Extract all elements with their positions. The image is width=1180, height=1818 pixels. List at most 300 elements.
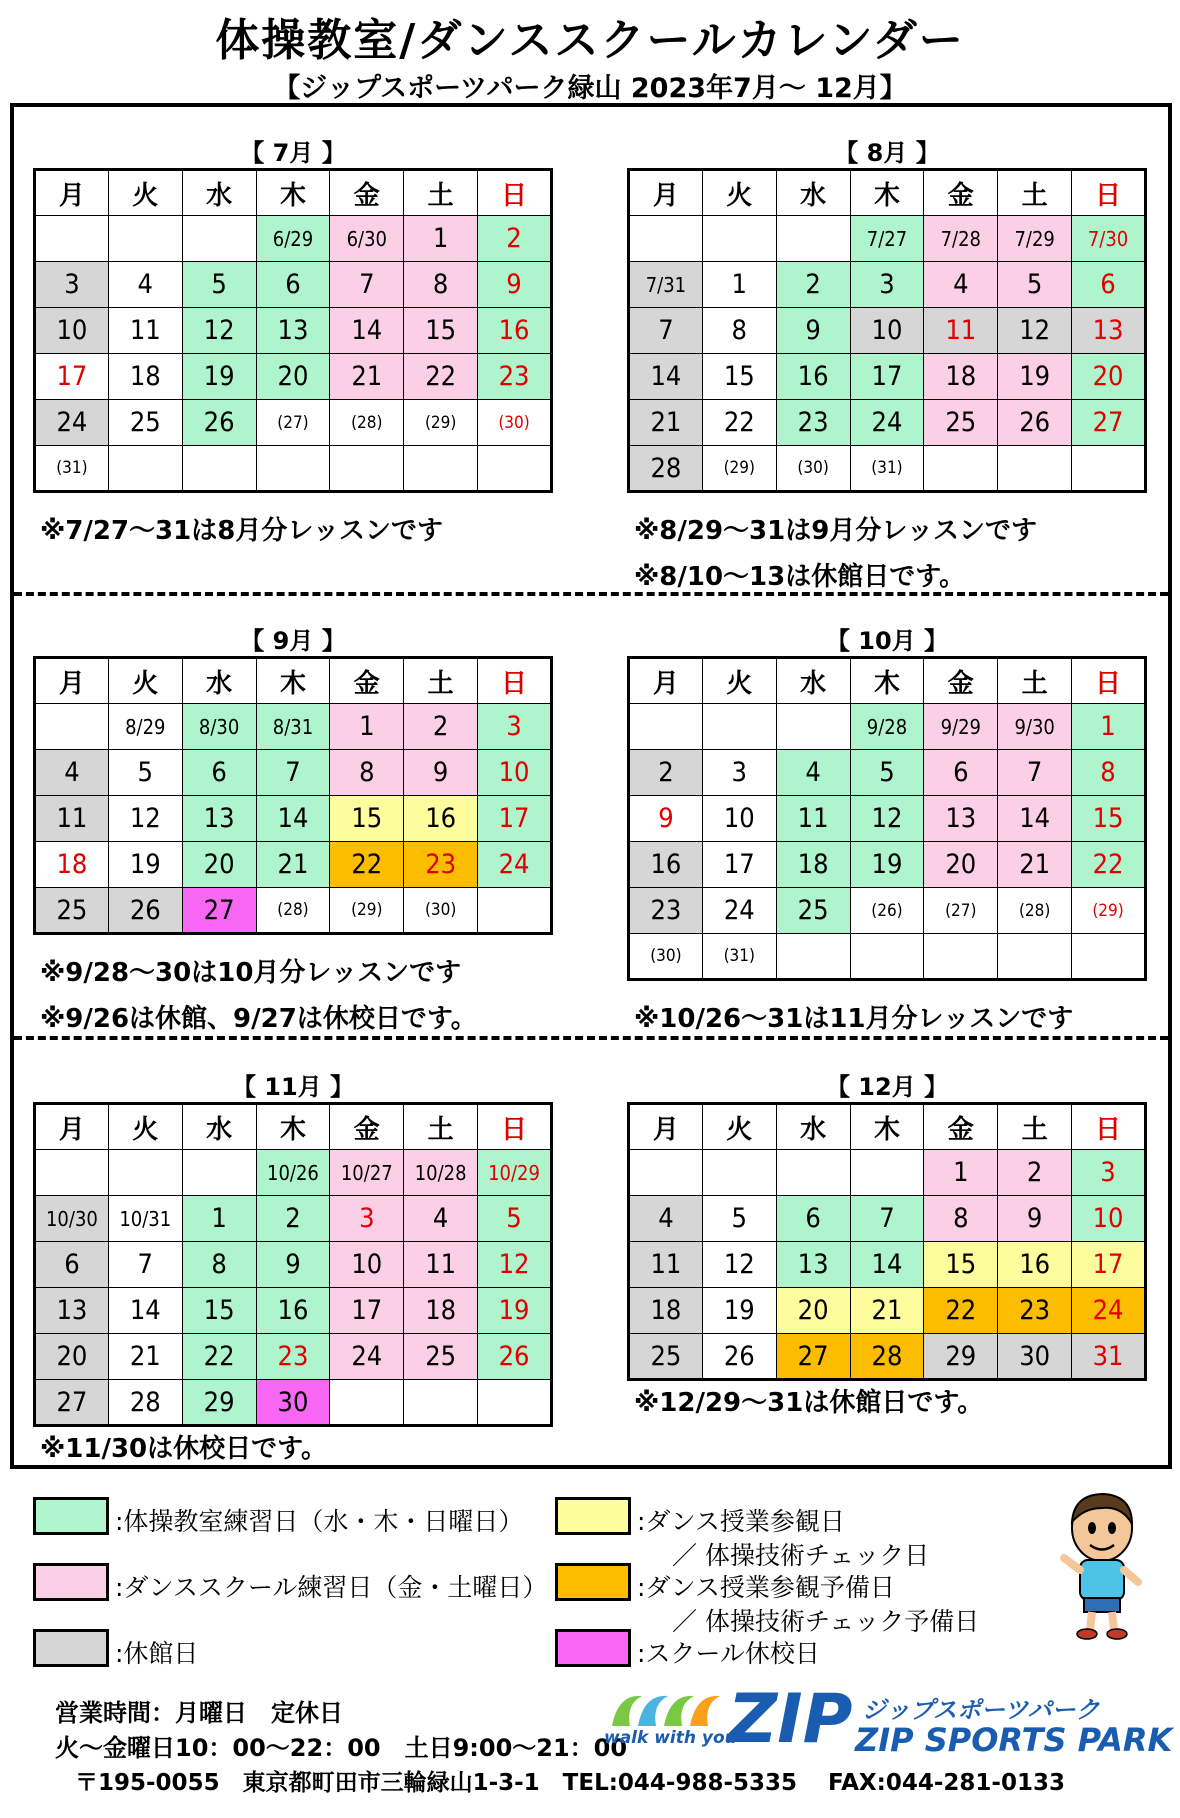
day-cell: 15 xyxy=(182,1288,256,1334)
day-cell: 9/28 xyxy=(850,704,924,750)
day-cell xyxy=(182,1150,256,1196)
day-cell: 2 xyxy=(478,216,552,262)
day-cell: 9/29 xyxy=(924,704,998,750)
week-row xyxy=(629,1196,1146,1242)
day-cell: 8 xyxy=(1072,750,1146,796)
business-hours-1: 営業時間：月曜日 定休日 xyxy=(55,1699,343,1727)
day-cell xyxy=(35,216,109,262)
day-cell: 12 xyxy=(478,1242,552,1288)
section-divider xyxy=(14,592,1168,596)
weekday-header-sat: 土 xyxy=(404,1104,478,1150)
day-cell: 27 xyxy=(35,1380,109,1426)
month-calendar-aug xyxy=(627,138,1147,493)
day-cell: 10 xyxy=(850,308,924,354)
week-row xyxy=(629,1288,1146,1334)
day-cell: 11 xyxy=(108,308,182,354)
day-cell: 14 xyxy=(850,1242,924,1288)
day-cell: 15 xyxy=(330,796,404,842)
legend-closed: :休館日 xyxy=(115,1639,199,1668)
day-cell xyxy=(478,1380,552,1426)
day-cell: 26 xyxy=(702,1334,776,1380)
day-cell: 28 xyxy=(850,1334,924,1380)
day-cell: 9 xyxy=(629,796,703,842)
day-cell: 19 xyxy=(182,354,256,400)
day-cell: 4 xyxy=(924,262,998,308)
day-cell: 18 xyxy=(924,354,998,400)
weekday-header-sat: 土 xyxy=(998,1104,1072,1150)
legend-reserve-1: :ダンス授業参観予備日 xyxy=(637,1573,895,1602)
day-cell: 12 xyxy=(850,796,924,842)
day-cell: 21 xyxy=(850,1288,924,1334)
day-cell: 29 xyxy=(182,1380,256,1426)
day-cell: 24 xyxy=(35,400,109,446)
weekday-header-mon: 月 xyxy=(629,170,703,216)
day-cell: 3 xyxy=(478,704,552,750)
day-cell: 3 xyxy=(1072,1150,1146,1196)
day-cell: 9 xyxy=(404,750,478,796)
weekday-header-sat: 土 xyxy=(998,170,1072,216)
day-cell: 1 xyxy=(1072,704,1146,750)
week-row xyxy=(35,1242,552,1288)
day-cell: 14 xyxy=(998,796,1072,842)
day-cell: 25 xyxy=(404,1334,478,1380)
day-cell xyxy=(850,934,924,980)
day-cell: 24 xyxy=(1072,1288,1146,1334)
day-cell: 2 xyxy=(776,262,850,308)
weekday-header-mon: 月 xyxy=(35,170,109,216)
week-row xyxy=(35,262,552,308)
day-cell: 17 xyxy=(478,796,552,842)
section-divider xyxy=(14,1036,1168,1040)
day-cell: 21 xyxy=(256,842,330,888)
day-cell: 19 xyxy=(998,354,1072,400)
week-row xyxy=(629,842,1146,888)
weekday-header-thu: 木 xyxy=(256,170,330,216)
weekday-header-sun: 日 xyxy=(478,1104,552,1150)
weekday-header-fri: 金 xyxy=(924,658,998,704)
day-cell: 20 xyxy=(924,842,998,888)
day-cell: 16 xyxy=(404,796,478,842)
note-dec: ※12/29～31は休館日です。 xyxy=(634,1388,984,1418)
weekday-header-tue: 火 xyxy=(702,658,776,704)
weekday-header-thu: 木 xyxy=(850,170,924,216)
weekday-header-mon: 月 xyxy=(35,1104,109,1150)
weekday-header-sun: 日 xyxy=(478,170,552,216)
day-cell: 18 xyxy=(404,1288,478,1334)
week-row xyxy=(629,1334,1146,1380)
day-cell: 11 xyxy=(629,1242,703,1288)
day-cell: 9 xyxy=(256,1242,330,1288)
day-cell: 7 xyxy=(108,1242,182,1288)
day-cell: 8/29 xyxy=(108,704,182,750)
weekday-header-thu: 木 xyxy=(256,1104,330,1150)
day-cell: 21 xyxy=(330,354,404,400)
day-cell: 3 xyxy=(850,262,924,308)
month-title: 【 7月 】 xyxy=(240,139,346,167)
day-cell: 17 xyxy=(330,1288,404,1334)
day-cell: 9 xyxy=(776,308,850,354)
day-cell: 10 xyxy=(1072,1196,1146,1242)
day-cell: 22 xyxy=(924,1288,998,1334)
day-cell: 12 xyxy=(998,308,1072,354)
day-cell xyxy=(702,216,776,262)
week-row xyxy=(35,1150,552,1196)
day-cell: 7/30 xyxy=(1072,216,1146,262)
note-aug-2: ※8/10～13は休館日です。 xyxy=(634,562,966,592)
week-row xyxy=(629,354,1146,400)
day-cell: (27) xyxy=(924,888,998,934)
weekday-header-fri: 金 xyxy=(330,170,404,216)
week-row xyxy=(629,1242,1146,1288)
week-row xyxy=(35,216,552,262)
day-cell: 9 xyxy=(478,262,552,308)
day-cell xyxy=(330,446,404,492)
day-cell: (26) xyxy=(850,888,924,934)
day-cell: 11 xyxy=(924,308,998,354)
day-cell: 10/28 xyxy=(404,1150,478,1196)
month-grid xyxy=(627,656,1147,981)
day-cell: (28) xyxy=(256,888,330,934)
day-cell: 8 xyxy=(404,262,478,308)
day-cell: 10/30 xyxy=(35,1196,109,1242)
day-cell: 30 xyxy=(998,1334,1072,1380)
day-cell: 18 xyxy=(35,842,109,888)
day-cell: 13 xyxy=(35,1288,109,1334)
day-cell: 2 xyxy=(998,1150,1072,1196)
legend-swatch-closed xyxy=(33,1629,109,1667)
day-cell: 10 xyxy=(478,750,552,796)
month-grid xyxy=(33,168,553,493)
day-cell: 14 xyxy=(629,354,703,400)
weekday-header-wed: 水 xyxy=(776,170,850,216)
legend-swatch-observe xyxy=(555,1497,631,1535)
page-subtitle: 【ジップスポーツパーク緑山 2023年7月～ 12月】 xyxy=(273,73,907,104)
day-cell xyxy=(629,216,703,262)
day-cell: 30 xyxy=(256,1380,330,1426)
day-cell: 6 xyxy=(256,262,330,308)
month-title: 【 9月 】 xyxy=(240,627,346,655)
month-title: 【 10月 】 xyxy=(825,627,949,655)
day-cell: 1 xyxy=(702,262,776,308)
week-row xyxy=(35,842,552,888)
day-cell: 3 xyxy=(35,262,109,308)
legend-swatch-dance xyxy=(33,1563,109,1601)
day-cell: 8 xyxy=(182,1242,256,1288)
day-cell: 16 xyxy=(478,308,552,354)
day-cell xyxy=(998,934,1072,980)
day-cell: 15 xyxy=(404,308,478,354)
day-cell: 15 xyxy=(1072,796,1146,842)
day-cell: 21 xyxy=(108,1334,182,1380)
day-cell: 1 xyxy=(404,216,478,262)
day-cell xyxy=(1072,446,1146,492)
day-cell: 5 xyxy=(998,262,1072,308)
day-cell: 24 xyxy=(478,842,552,888)
day-cell: 20 xyxy=(256,354,330,400)
weekday-header-sun: 日 xyxy=(478,658,552,704)
month-calendar-jul xyxy=(33,138,553,493)
day-cell: 22 xyxy=(330,842,404,888)
note-aug-1: ※8/29～31は9月分レッスンです xyxy=(634,516,1038,546)
weekday-header-thu: 木 xyxy=(850,658,924,704)
day-cell xyxy=(776,934,850,980)
day-cell xyxy=(404,1380,478,1426)
day-cell: 9 xyxy=(998,1196,1072,1242)
day-cell xyxy=(35,1150,109,1196)
page-title: 体操教室/ダンススクールカレンダー xyxy=(215,15,965,66)
day-cell: 13 xyxy=(1072,308,1146,354)
week-row xyxy=(35,1380,552,1426)
day-cell: 19 xyxy=(108,842,182,888)
day-cell: 18 xyxy=(629,1288,703,1334)
weekday-header-fri: 金 xyxy=(330,658,404,704)
legend-swatch-reserve xyxy=(555,1563,631,1601)
note-sep-1: ※9/28～30は10月分レッスンです xyxy=(40,958,462,988)
day-cell: 10/27 xyxy=(330,1150,404,1196)
day-cell: 17 xyxy=(850,354,924,400)
day-cell: 7/27 xyxy=(850,216,924,262)
day-cell: 7 xyxy=(998,750,1072,796)
day-cell: 13 xyxy=(182,796,256,842)
day-cell: 13 xyxy=(256,308,330,354)
day-cell: (31) xyxy=(850,446,924,492)
day-cell: 28 xyxy=(629,446,703,492)
day-cell: (29) xyxy=(1072,888,1146,934)
day-cell xyxy=(478,446,552,492)
day-cell: 26 xyxy=(998,400,1072,446)
day-cell: 27 xyxy=(776,1334,850,1380)
day-cell: (27) xyxy=(256,400,330,446)
day-cell: 4 xyxy=(108,262,182,308)
week-row xyxy=(629,704,1146,750)
day-cell: 20 xyxy=(35,1334,109,1380)
day-cell: 7 xyxy=(850,1196,924,1242)
day-cell: 28 xyxy=(108,1380,182,1426)
weekday-header-wed: 水 xyxy=(182,170,256,216)
day-cell: 4 xyxy=(35,750,109,796)
week-row xyxy=(629,1150,1146,1196)
week-row xyxy=(629,308,1146,354)
month-grid xyxy=(627,1102,1147,1381)
weekday-header-sun: 日 xyxy=(1072,658,1146,704)
day-cell: 31 xyxy=(1072,1334,1146,1380)
day-cell: 15 xyxy=(702,354,776,400)
day-cell: 16 xyxy=(629,842,703,888)
weekday-header-tue: 火 xyxy=(702,170,776,216)
weekday-header-tue: 火 xyxy=(108,658,182,704)
day-cell: 6 xyxy=(182,750,256,796)
week-row xyxy=(35,1334,552,1380)
day-cell: (28) xyxy=(330,400,404,446)
day-cell: 14 xyxy=(330,308,404,354)
month-grid xyxy=(33,1102,553,1427)
week-row xyxy=(629,446,1146,492)
day-cell: 22 xyxy=(404,354,478,400)
week-row xyxy=(35,704,552,750)
weekday-header-fri: 金 xyxy=(330,1104,404,1150)
day-cell: 20 xyxy=(182,842,256,888)
day-cell: 10 xyxy=(330,1242,404,1288)
day-cell: 25 xyxy=(629,1334,703,1380)
day-cell: 21 xyxy=(998,842,1072,888)
day-cell: 7 xyxy=(330,262,404,308)
day-cell: 4 xyxy=(776,750,850,796)
day-cell: 14 xyxy=(256,796,330,842)
day-cell: (28) xyxy=(998,888,1072,934)
weekday-header-sun: 日 xyxy=(1072,170,1146,216)
day-cell: 22 xyxy=(182,1334,256,1380)
day-cell: 10/29 xyxy=(478,1150,552,1196)
day-cell xyxy=(182,446,256,492)
day-cell: 15 xyxy=(924,1242,998,1288)
weekday-header-sat: 土 xyxy=(404,658,478,704)
weekday-header-thu: 木 xyxy=(850,1104,924,1150)
day-cell: 5 xyxy=(850,750,924,796)
week-row xyxy=(629,888,1146,934)
day-cell: 14 xyxy=(108,1288,182,1334)
day-cell: 27 xyxy=(182,888,256,934)
day-cell: 24 xyxy=(330,1334,404,1380)
day-cell: 7 xyxy=(629,308,703,354)
mascot-icon xyxy=(1052,1490,1152,1640)
day-cell: 19 xyxy=(850,842,924,888)
day-cell xyxy=(256,446,330,492)
day-cell: 2 xyxy=(404,704,478,750)
week-row xyxy=(35,796,552,842)
month-title: 【 8月 】 xyxy=(834,139,940,167)
day-cell xyxy=(108,216,182,262)
legend-observe-2: ／ 体操技術チェック日 xyxy=(672,1541,930,1570)
day-cell: 8 xyxy=(330,750,404,796)
day-cell xyxy=(776,216,850,262)
day-cell: 9/30 xyxy=(998,704,1072,750)
day-cell: 10 xyxy=(702,796,776,842)
month-grid xyxy=(627,168,1147,493)
weekday-header-sat: 土 xyxy=(998,658,1072,704)
month-calendar-dec xyxy=(627,1072,1147,1381)
week-row xyxy=(629,750,1146,796)
day-cell: 24 xyxy=(850,400,924,446)
note-jul: ※7/27～31は8月分レッスンです xyxy=(40,516,444,546)
day-cell: 23 xyxy=(256,1334,330,1380)
day-cell xyxy=(924,446,998,492)
day-cell: 11 xyxy=(776,796,850,842)
day-cell: 5 xyxy=(182,262,256,308)
weekday-header-fri: 金 xyxy=(924,1104,998,1150)
day-cell: 6 xyxy=(1072,262,1146,308)
note-sep-2: ※9/26は休館、9/27は休校日です。 xyxy=(40,1004,477,1034)
month-calendar-nov xyxy=(33,1072,553,1427)
weekday-header-sun: 日 xyxy=(1072,1104,1146,1150)
day-cell: 3 xyxy=(330,1196,404,1242)
legend-dance: :ダンススクール練習日（金・土曜日） xyxy=(115,1573,548,1602)
day-cell: 25 xyxy=(776,888,850,934)
weekday-header-tue: 火 xyxy=(108,170,182,216)
day-cell: 17 xyxy=(35,354,109,400)
day-cell: 17 xyxy=(1072,1242,1146,1288)
day-cell: (30) xyxy=(776,446,850,492)
day-cell: 11 xyxy=(35,796,109,842)
day-cell: 16 xyxy=(776,354,850,400)
day-cell: 1 xyxy=(924,1150,998,1196)
day-cell xyxy=(1072,934,1146,980)
day-cell: (30) xyxy=(629,934,703,980)
day-cell: 26 xyxy=(182,400,256,446)
day-cell: 18 xyxy=(776,842,850,888)
day-cell: (30) xyxy=(478,400,552,446)
day-cell: 4 xyxy=(404,1196,478,1242)
weekday-header-mon: 月 xyxy=(629,658,703,704)
legend-school-off: :スクール休校日 xyxy=(637,1639,820,1668)
day-cell: 17 xyxy=(702,842,776,888)
day-cell: 23 xyxy=(998,1288,1072,1334)
day-cell: 1 xyxy=(330,704,404,750)
day-cell: 6/30 xyxy=(330,216,404,262)
day-cell xyxy=(702,704,776,750)
month-grid xyxy=(33,656,553,935)
day-cell: 7 xyxy=(256,750,330,796)
week-row xyxy=(629,262,1146,308)
month-title: 【 12月 】 xyxy=(825,1073,949,1101)
logo-tagline: walk with you xyxy=(604,1728,737,1748)
zip-swoosh-icon xyxy=(608,1690,728,1730)
weekday-header-tue: 火 xyxy=(108,1104,182,1150)
week-row xyxy=(35,750,552,796)
address-line: 〒195-0055 東京都町田市三輪緑山1-3-1 TEL:044-988-5335 FAX:044-281-0133 xyxy=(75,1770,1065,1796)
day-cell xyxy=(776,704,850,750)
week-row xyxy=(35,308,552,354)
day-cell xyxy=(182,216,256,262)
day-cell: 23 xyxy=(478,354,552,400)
logo-wordmark: ZIP xyxy=(728,1680,853,1759)
weekday-header-mon: 月 xyxy=(629,1104,703,1150)
day-cell: 8 xyxy=(702,308,776,354)
day-cell xyxy=(404,446,478,492)
day-cell: (29) xyxy=(330,888,404,934)
logo-english: ZIP SPORTS PARK xyxy=(855,1721,1173,1759)
weekday-header-sat: 土 xyxy=(404,170,478,216)
weekday-header-fri: 金 xyxy=(924,170,998,216)
week-row xyxy=(629,796,1146,842)
day-cell: 12 xyxy=(702,1242,776,1288)
day-cell: 4 xyxy=(629,1196,703,1242)
day-cell: 10/26 xyxy=(256,1150,330,1196)
week-row xyxy=(35,1196,552,1242)
day-cell: 12 xyxy=(108,796,182,842)
day-cell: 26 xyxy=(478,1334,552,1380)
day-cell: (31) xyxy=(35,446,109,492)
day-cell xyxy=(108,446,182,492)
day-cell: 10 xyxy=(35,308,109,354)
day-cell: 19 xyxy=(478,1288,552,1334)
day-cell: 1 xyxy=(182,1196,256,1242)
day-cell: 23 xyxy=(629,888,703,934)
day-cell xyxy=(330,1380,404,1426)
month-title: 【 11月 】 xyxy=(231,1073,355,1101)
weekday-header-wed: 水 xyxy=(182,1104,256,1150)
week-row xyxy=(35,1288,552,1334)
day-cell xyxy=(776,1150,850,1196)
day-cell: 6 xyxy=(35,1242,109,1288)
week-row xyxy=(629,934,1146,980)
day-cell: 26 xyxy=(108,888,182,934)
weekday-header-wed: 水 xyxy=(182,658,256,704)
month-calendar-oct xyxy=(627,626,1147,981)
day-cell xyxy=(924,934,998,980)
day-cell: (29) xyxy=(702,446,776,492)
week-row xyxy=(35,888,552,934)
day-cell: 3 xyxy=(702,750,776,796)
